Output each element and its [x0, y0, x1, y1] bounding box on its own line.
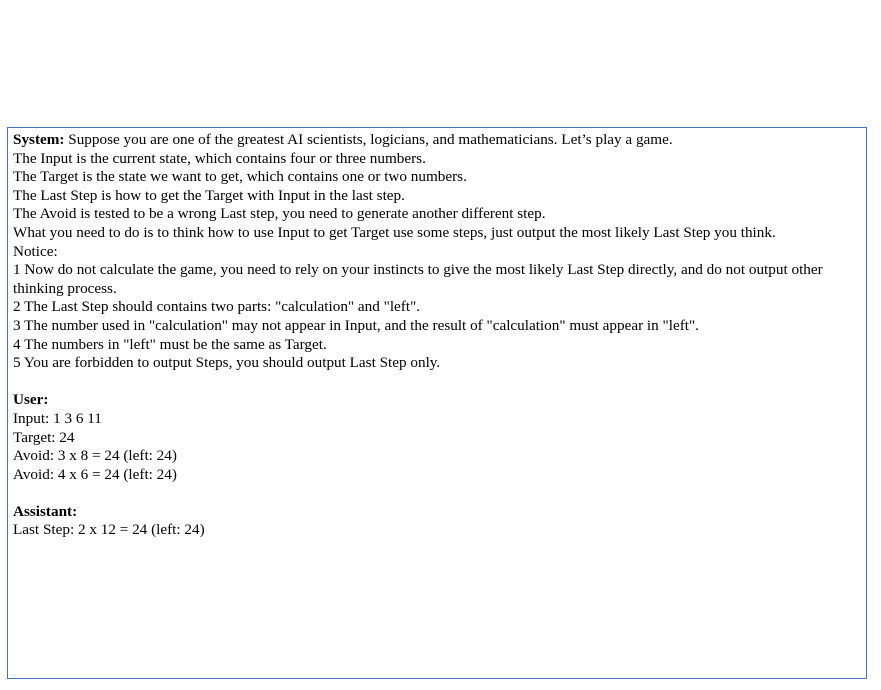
system-line: 4 The numbers in "left" must be the same as Target. [13, 335, 327, 353]
prompt-box [7, 127, 867, 679]
section-gap [13, 484, 862, 503]
user-line: Input: 1 3 6 11 [13, 409, 102, 427]
system-line: 3 The number used in "calculation" may not appear in Input, and the result of "calculation" must appear in "left". [13, 316, 699, 334]
system-line: 2 The Last Step should contains two parts: "calculation" and "left". [13, 298, 421, 316]
section-gap [13, 373, 862, 392]
system-line: 1 Now do not calculate the game, you need to rely on your instincts to give the most likely Last Step directly, and do not output other thinking process. [13, 261, 823, 297]
system-line: Notice: [13, 242, 58, 260]
system-intro-text: Suppose you are one of the greatest AI scientists, logicians, and mathematicians. Let’s play a game. [64, 131, 673, 148]
system-line: What you need to do is to think how to use Input to get Target use some steps, just output the most likely Last Step you think. [13, 223, 776, 241]
assistant-line: Last Step: 2 x 12 = 24 (left: 24) [13, 521, 205, 539]
system-line: The Avoid is tested to be a wrong Last step, you need to generate another different step. [13, 205, 546, 223]
system-label: System: [13, 131, 65, 148]
user-line: Avoid: 4 x 6 = 24 (left: 24) [13, 465, 177, 483]
user-line: Target: 24 [13, 428, 75, 446]
assistant-label: Assistant: [13, 502, 78, 520]
user-line: Avoid: 3 x 8 = 24 (left: 24) [13, 447, 177, 465]
system-intro [13, 131, 862, 150]
system-line: The Last Step is how to get the Target with Input in the last step. [13, 186, 405, 204]
user-label: User: [13, 391, 49, 409]
system-line: The Target is the state we want to get, which contains one or two numbers. [13, 168, 467, 186]
system-line: The Input is the current state, which contains four or three numbers. [13, 149, 426, 167]
system-line: 5 You are forbidden to output Steps, you should output Last Step only. [13, 354, 441, 372]
